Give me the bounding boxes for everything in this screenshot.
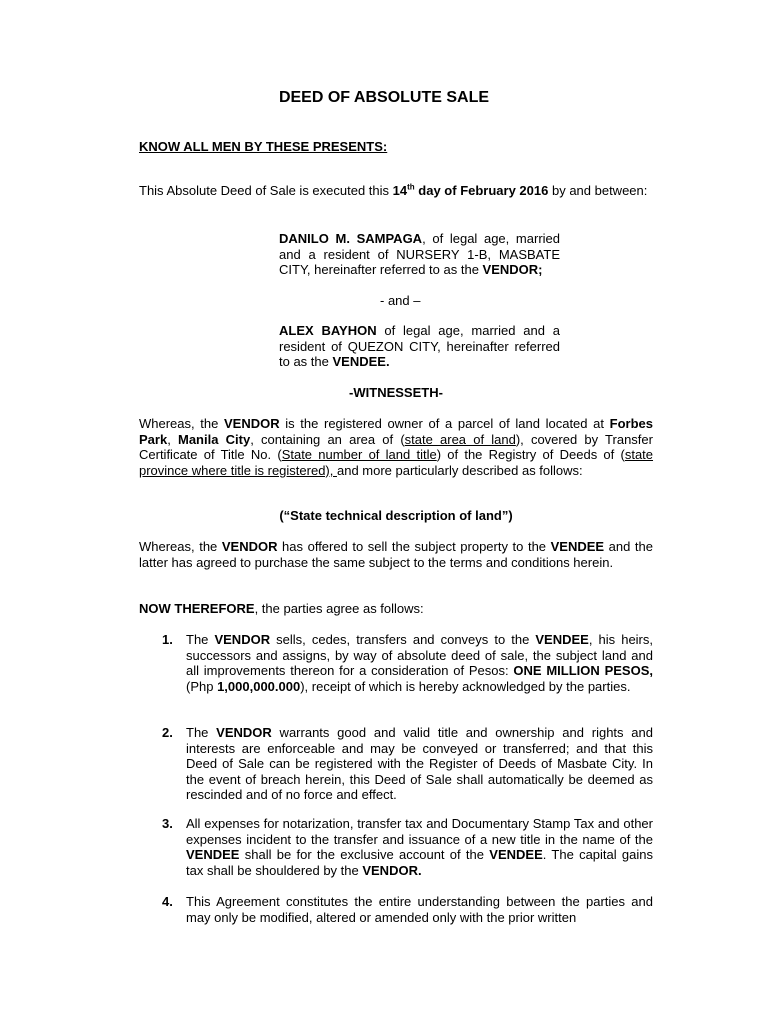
item-number: 4.: [162, 894, 173, 909]
list-item: All expenses for notarization, transfer tax and Documentary Stamp Tax and other expenses incident to the transfer and issuance of a new title in the name of the VENDEE shall be for the exclusive account of the VENDEE. The capital gains tax shall be shouldered by the VENDOR.: [186, 816, 653, 878]
technical-description: (“State technical description of land”): [279, 508, 513, 523]
know-all-heading: KNOW ALL MEN BY THESE PRESENTS:: [139, 139, 388, 154]
item-number: 2.: [162, 725, 173, 740]
document-title: DEED OF ABSOLUTE SALE: [278, 89, 490, 106]
list-item: The VENDOR warrants good and valid title and ownership and rights and interests are enforceable and may be conveyed or transferred; and that this Deed of Sale can be registered with the Register of Deeds of Masbate City. In the event of breach herein, this Deed of Sale shall automatically be deemed as rescinded and of no force and effect.: [186, 725, 653, 803]
vendor-party: DANILO M. SAMPAGA, of legal age, married and a resident of NURSERY 1-B, MASBATE CITY, hereinafter referred to as the VENDOR;: [279, 231, 560, 278]
item-number: 3.: [162, 816, 173, 831]
vendee-party: ALEX BAYHON of legal age, married and a resident of QUEZON CITY, hereinafter referred to as the VENDEE.: [279, 323, 560, 370]
now-therefore-paragraph: NOW THEREFORE, the parties agree as follows:: [139, 601, 424, 616]
whereas-offer-paragraph: Whereas, the VENDOR has offered to sell the subject property to the VENDEE and the latter has agreed to purchase the same subject to the terms and conditions herein.: [139, 539, 653, 570]
item-number: 1.: [162, 632, 173, 647]
witnesseth-heading: -WITNESSETH-: [349, 385, 443, 400]
intro-paragraph: This Absolute Deed of Sale is executed this 14th day of February 2016 by and between:: [139, 182, 648, 198]
list-item: The VENDOR sells, cedes, transfers and conveys to the VENDEE, his heirs, successors and assigns, by way of absolute deed of sale, the subject land and all improvements thereon for a consideration of Pesos: ONE MILLION PESOS, (Php 1,000,000.000), receipt of which is hereby acknowledged by the parties.: [186, 632, 654, 694]
whereas-land-paragraph: Whereas, the VENDOR is the registered owner of a parcel of land located at Forbes Park, Manila City, containing an area of (state area of land), covered by Transfer Certificate of Title No. (State number of land title) of the Registry of Deeds of (state province where title is registered), and more particularly described as follows:: [139, 416, 654, 478]
and-separator: - and –: [380, 293, 421, 308]
list-item: This Agreement constitutes the entire understanding between the parties and may only be modified, altered or amended only with the prior written: [186, 894, 653, 925]
